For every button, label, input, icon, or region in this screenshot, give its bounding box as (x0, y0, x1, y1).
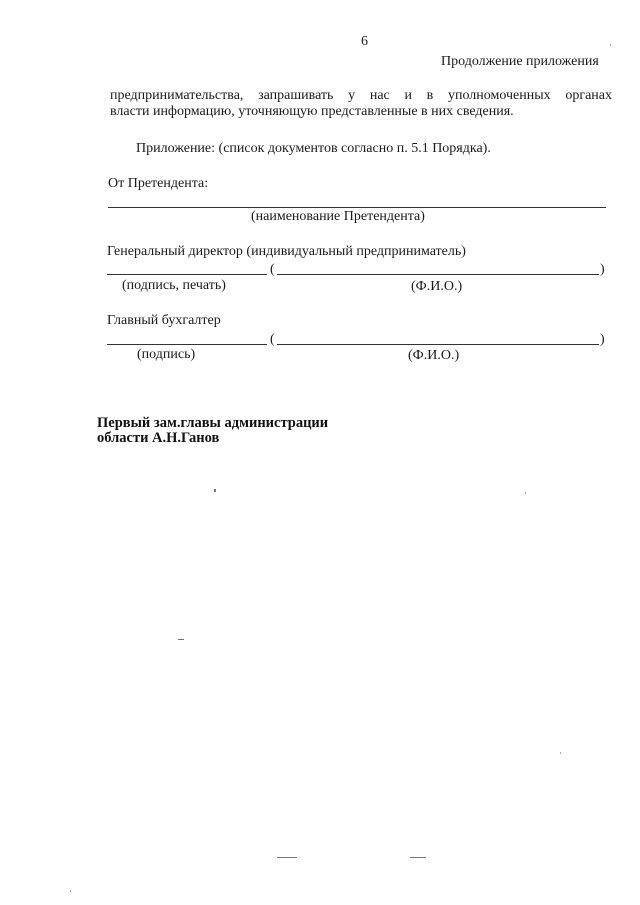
accountant-name-paren-close: ) (600, 332, 605, 347)
director-title: Генеральный директор (индивидуальный предприниматель) (107, 244, 466, 259)
from-applicant-label: От Претендента: (108, 176, 209, 191)
director-signature-caption: (подпись, печать) (122, 278, 226, 293)
applicant-name-caption: (наименование Претендента) (251, 209, 425, 224)
body-text-line-2: власти информацию, уточняющую представленные в них сведения. (110, 104, 514, 119)
scan-speck (70, 890, 71, 892)
scan-speck (560, 752, 561, 754)
director-name-paren-open: ( (270, 262, 275, 277)
signatory-name: области А.Н.Ганов (97, 430, 220, 446)
body-text-line-1: предпринимательства, запрашивать у нас и в уполномоченных органах (110, 88, 612, 103)
attachment-note: Приложение: (список документов согласно п. 5.1 Порядка). (136, 141, 491, 156)
accountant-title: Главный бухгалтер (107, 313, 221, 328)
accountant-name-caption: (Ф.И.О.) (408, 348, 460, 363)
accountant-signature-line (107, 344, 267, 345)
page-number: 6 (361, 34, 368, 49)
scan-speck (525, 492, 526, 494)
accountant-name-paren-open: ( (270, 332, 275, 347)
scan-speck (410, 857, 426, 858)
continuation-header: Продолжение приложения (441, 54, 599, 69)
scan-speck (178, 639, 184, 640)
accountant-signature-caption: (подпись) (137, 347, 196, 362)
signatory-title: Первый зам.главы администрации (97, 415, 329, 431)
scan-speck (610, 44, 611, 46)
director-name-paren-close: ) (600, 262, 605, 277)
accountant-name-line (277, 344, 599, 345)
director-signature-line (107, 274, 267, 275)
director-name-line (277, 274, 599, 275)
director-name-caption: (Ф.И.О.) (411, 279, 463, 294)
applicant-name-line (108, 207, 606, 208)
scan-speck (214, 489, 216, 492)
scan-speck (277, 857, 297, 858)
